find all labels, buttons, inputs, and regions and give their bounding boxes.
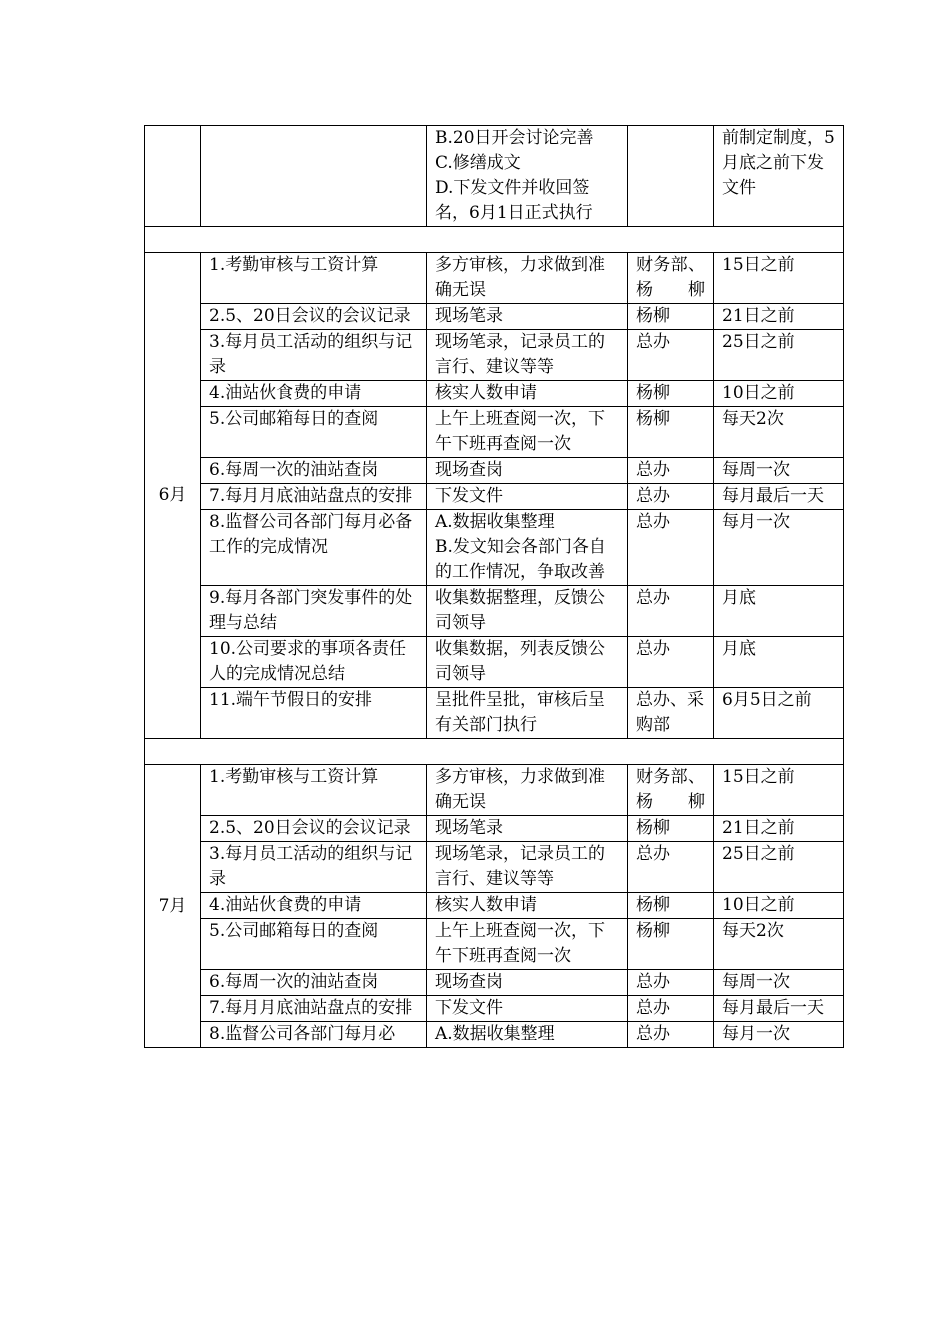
method-cell: 上午上班查阅一次，下午下班再查阅一次 bbox=[427, 407, 628, 458]
item-cell: 4.油站伙食费的申请 bbox=[201, 381, 427, 407]
deadline-cell: 15日之前 bbox=[714, 253, 844, 304]
method-cell: 下发文件 bbox=[427, 484, 628, 510]
month-label: 6月 bbox=[145, 253, 201, 739]
deadline-cell: 6月5日之前 bbox=[714, 688, 844, 739]
item-cell: 4.油站伙食费的申请 bbox=[201, 893, 427, 919]
method-cell: 现场笔录，记录员工的言行、建议等等 bbox=[427, 330, 628, 381]
table-row bbox=[145, 816, 844, 842]
item-cell: 6.每周一次的油站查岗 bbox=[201, 970, 427, 996]
method-cell: 核实人数申请 bbox=[427, 381, 628, 407]
deadline-cell: 25日之前 bbox=[714, 330, 844, 381]
table-row bbox=[145, 126, 844, 227]
method-line: C.修缮成文 bbox=[435, 153, 521, 173]
table-row bbox=[145, 458, 844, 484]
deadline-cell: 月底 bbox=[714, 586, 844, 637]
owner-cell: 杨柳 bbox=[628, 381, 714, 407]
method-line: D.下发文件并收回签名，6月1日正式执行 bbox=[435, 178, 593, 223]
deadline-cell: 25日之前 bbox=[714, 842, 844, 893]
owner-cell: 财务部、杨柳 bbox=[628, 765, 714, 816]
deadline-cell: 每周一次 bbox=[714, 458, 844, 484]
method-cell: 呈批件呈批，审核后呈有关部门执行 bbox=[427, 688, 628, 739]
table-row bbox=[145, 688, 844, 739]
deadline-cell: 每周一次 bbox=[714, 970, 844, 996]
method-cell: 现场查岗 bbox=[427, 458, 628, 484]
owner-cell: 总办 bbox=[628, 458, 714, 484]
item-cell: 3.每月员工活动的组织与记录 bbox=[201, 330, 427, 381]
item-cell: 2.5、20日会议的会议记录 bbox=[201, 304, 427, 330]
method-cell: 现场查岗 bbox=[427, 970, 628, 996]
table-row bbox=[145, 484, 844, 510]
owner-cell bbox=[628, 126, 714, 227]
deadline-cell: 每天2次 bbox=[714, 919, 844, 970]
deadline-cell: 每月一次 bbox=[714, 1022, 844, 1048]
deadline-cell: 每月最后一天 bbox=[714, 484, 844, 510]
method-cell: 现场笔录 bbox=[427, 816, 628, 842]
owner-cell: 总办 bbox=[628, 330, 714, 381]
owner-cell: 杨柳 bbox=[628, 407, 714, 458]
method-cell: A.数据收集整理 bbox=[427, 1022, 628, 1048]
table-row bbox=[145, 304, 844, 330]
item-cell: 11.端午节假日的安排 bbox=[201, 688, 427, 739]
owner-cell: 总办 bbox=[628, 1022, 714, 1048]
item-cell: 5.公司邮箱每日的查阅 bbox=[201, 407, 427, 458]
table-row bbox=[145, 586, 844, 637]
item-cell: 8.监督公司各部门每月必备工作的完成情况 bbox=[201, 510, 427, 586]
method-cell: 下发文件 bbox=[427, 996, 628, 1022]
method-cell bbox=[427, 126, 628, 227]
table-row bbox=[145, 381, 844, 407]
deadline-cell: 21日之前 bbox=[714, 304, 844, 330]
deadline-cell: 前制定制度，5月底之前下发文件 bbox=[714, 126, 844, 227]
method-line: B.20日开会讨论完善 bbox=[435, 128, 594, 148]
item-cell: 6.每周一次的油站查岗 bbox=[201, 458, 427, 484]
owner-cell: 总办 bbox=[628, 586, 714, 637]
deadline-cell: 每月最后一天 bbox=[714, 996, 844, 1022]
table-row bbox=[145, 970, 844, 996]
method-cell: 收集数据整理，反馈公司领导 bbox=[427, 586, 628, 637]
deadline-cell: 15日之前 bbox=[714, 765, 844, 816]
item-cell: 7.每月月底油站盘点的安排 bbox=[201, 996, 427, 1022]
table-row bbox=[145, 510, 844, 586]
owner-cell: 总办 bbox=[628, 510, 714, 586]
owner-cell: 杨柳 bbox=[628, 816, 714, 842]
item-cell: 1.考勤审核与工资计算 bbox=[201, 765, 427, 816]
deadline-cell: 每月一次 bbox=[714, 510, 844, 586]
item-cell: 10.公司要求的事项各责任人的完成情况总结 bbox=[201, 637, 427, 688]
item-cell: 1.考勤审核与工资计算 bbox=[201, 253, 427, 304]
table-row bbox=[145, 919, 844, 970]
item-cell: 3.每月员工活动的组织与记录 bbox=[201, 842, 427, 893]
deadline-cell: 每天2次 bbox=[714, 407, 844, 458]
method-line: B.发文知会各部门各自的工作情况，争取改善 bbox=[435, 537, 606, 582]
owner-cell: 总办、采购部 bbox=[628, 688, 714, 739]
month-label: 7月 bbox=[145, 765, 201, 1048]
table-row bbox=[145, 637, 844, 688]
table-row bbox=[145, 842, 844, 893]
method-cell: 多方审核，力求做到准确无误 bbox=[427, 765, 628, 816]
item-cell: 2.5、20日会议的会议记录 bbox=[201, 816, 427, 842]
item-cell: 7.每月月底油站盘点的安排 bbox=[201, 484, 427, 510]
method-cell: 现场笔录 bbox=[427, 304, 628, 330]
table-row bbox=[145, 1022, 844, 1048]
method-cell: 收集数据，列表反馈公司领导 bbox=[427, 637, 628, 688]
deadline-cell: 10日之前 bbox=[714, 381, 844, 407]
month-cell bbox=[145, 126, 201, 227]
table-row bbox=[145, 253, 844, 304]
owner-cell: 总办 bbox=[628, 637, 714, 688]
table-row bbox=[145, 996, 844, 1022]
method-cell: 现场笔录，记录员工的言行、建议等等 bbox=[427, 842, 628, 893]
section-separator bbox=[145, 739, 844, 765]
item-cell: 8.监督公司各部门每月必 bbox=[201, 1022, 427, 1048]
item-cell: 9.每月各部门突发事件的处理与总结 bbox=[201, 586, 427, 637]
table-row bbox=[145, 765, 844, 816]
section-separator bbox=[145, 227, 844, 253]
owner-cell: 总办 bbox=[628, 842, 714, 893]
work-plan-table bbox=[144, 125, 844, 1048]
method-cell: 核实人数申请 bbox=[427, 893, 628, 919]
owner-cell: 财务部、杨柳 bbox=[628, 253, 714, 304]
method-cell: 上午上班查阅一次，下午下班再查阅一次 bbox=[427, 919, 628, 970]
owner-cell: 总办 bbox=[628, 996, 714, 1022]
owner-cell: 杨柳 bbox=[628, 304, 714, 330]
owner-cell: 杨柳 bbox=[628, 893, 714, 919]
table-row bbox=[145, 893, 844, 919]
table-row bbox=[145, 407, 844, 458]
owner-cell: 杨柳 bbox=[628, 919, 714, 970]
deadline-cell: 月底 bbox=[714, 637, 844, 688]
method-cell bbox=[427, 510, 628, 586]
method-cell: 多方审核，力求做到准确无误 bbox=[427, 253, 628, 304]
method-line: A.数据收集整理 bbox=[435, 512, 555, 532]
item-cell: 5.公司邮箱每日的查阅 bbox=[201, 919, 427, 970]
owner-cell: 总办 bbox=[628, 484, 714, 510]
deadline-cell: 21日之前 bbox=[714, 816, 844, 842]
table-row bbox=[145, 330, 844, 381]
deadline-cell: 10日之前 bbox=[714, 893, 844, 919]
item-cell bbox=[201, 126, 427, 227]
owner-cell: 总办 bbox=[628, 970, 714, 996]
